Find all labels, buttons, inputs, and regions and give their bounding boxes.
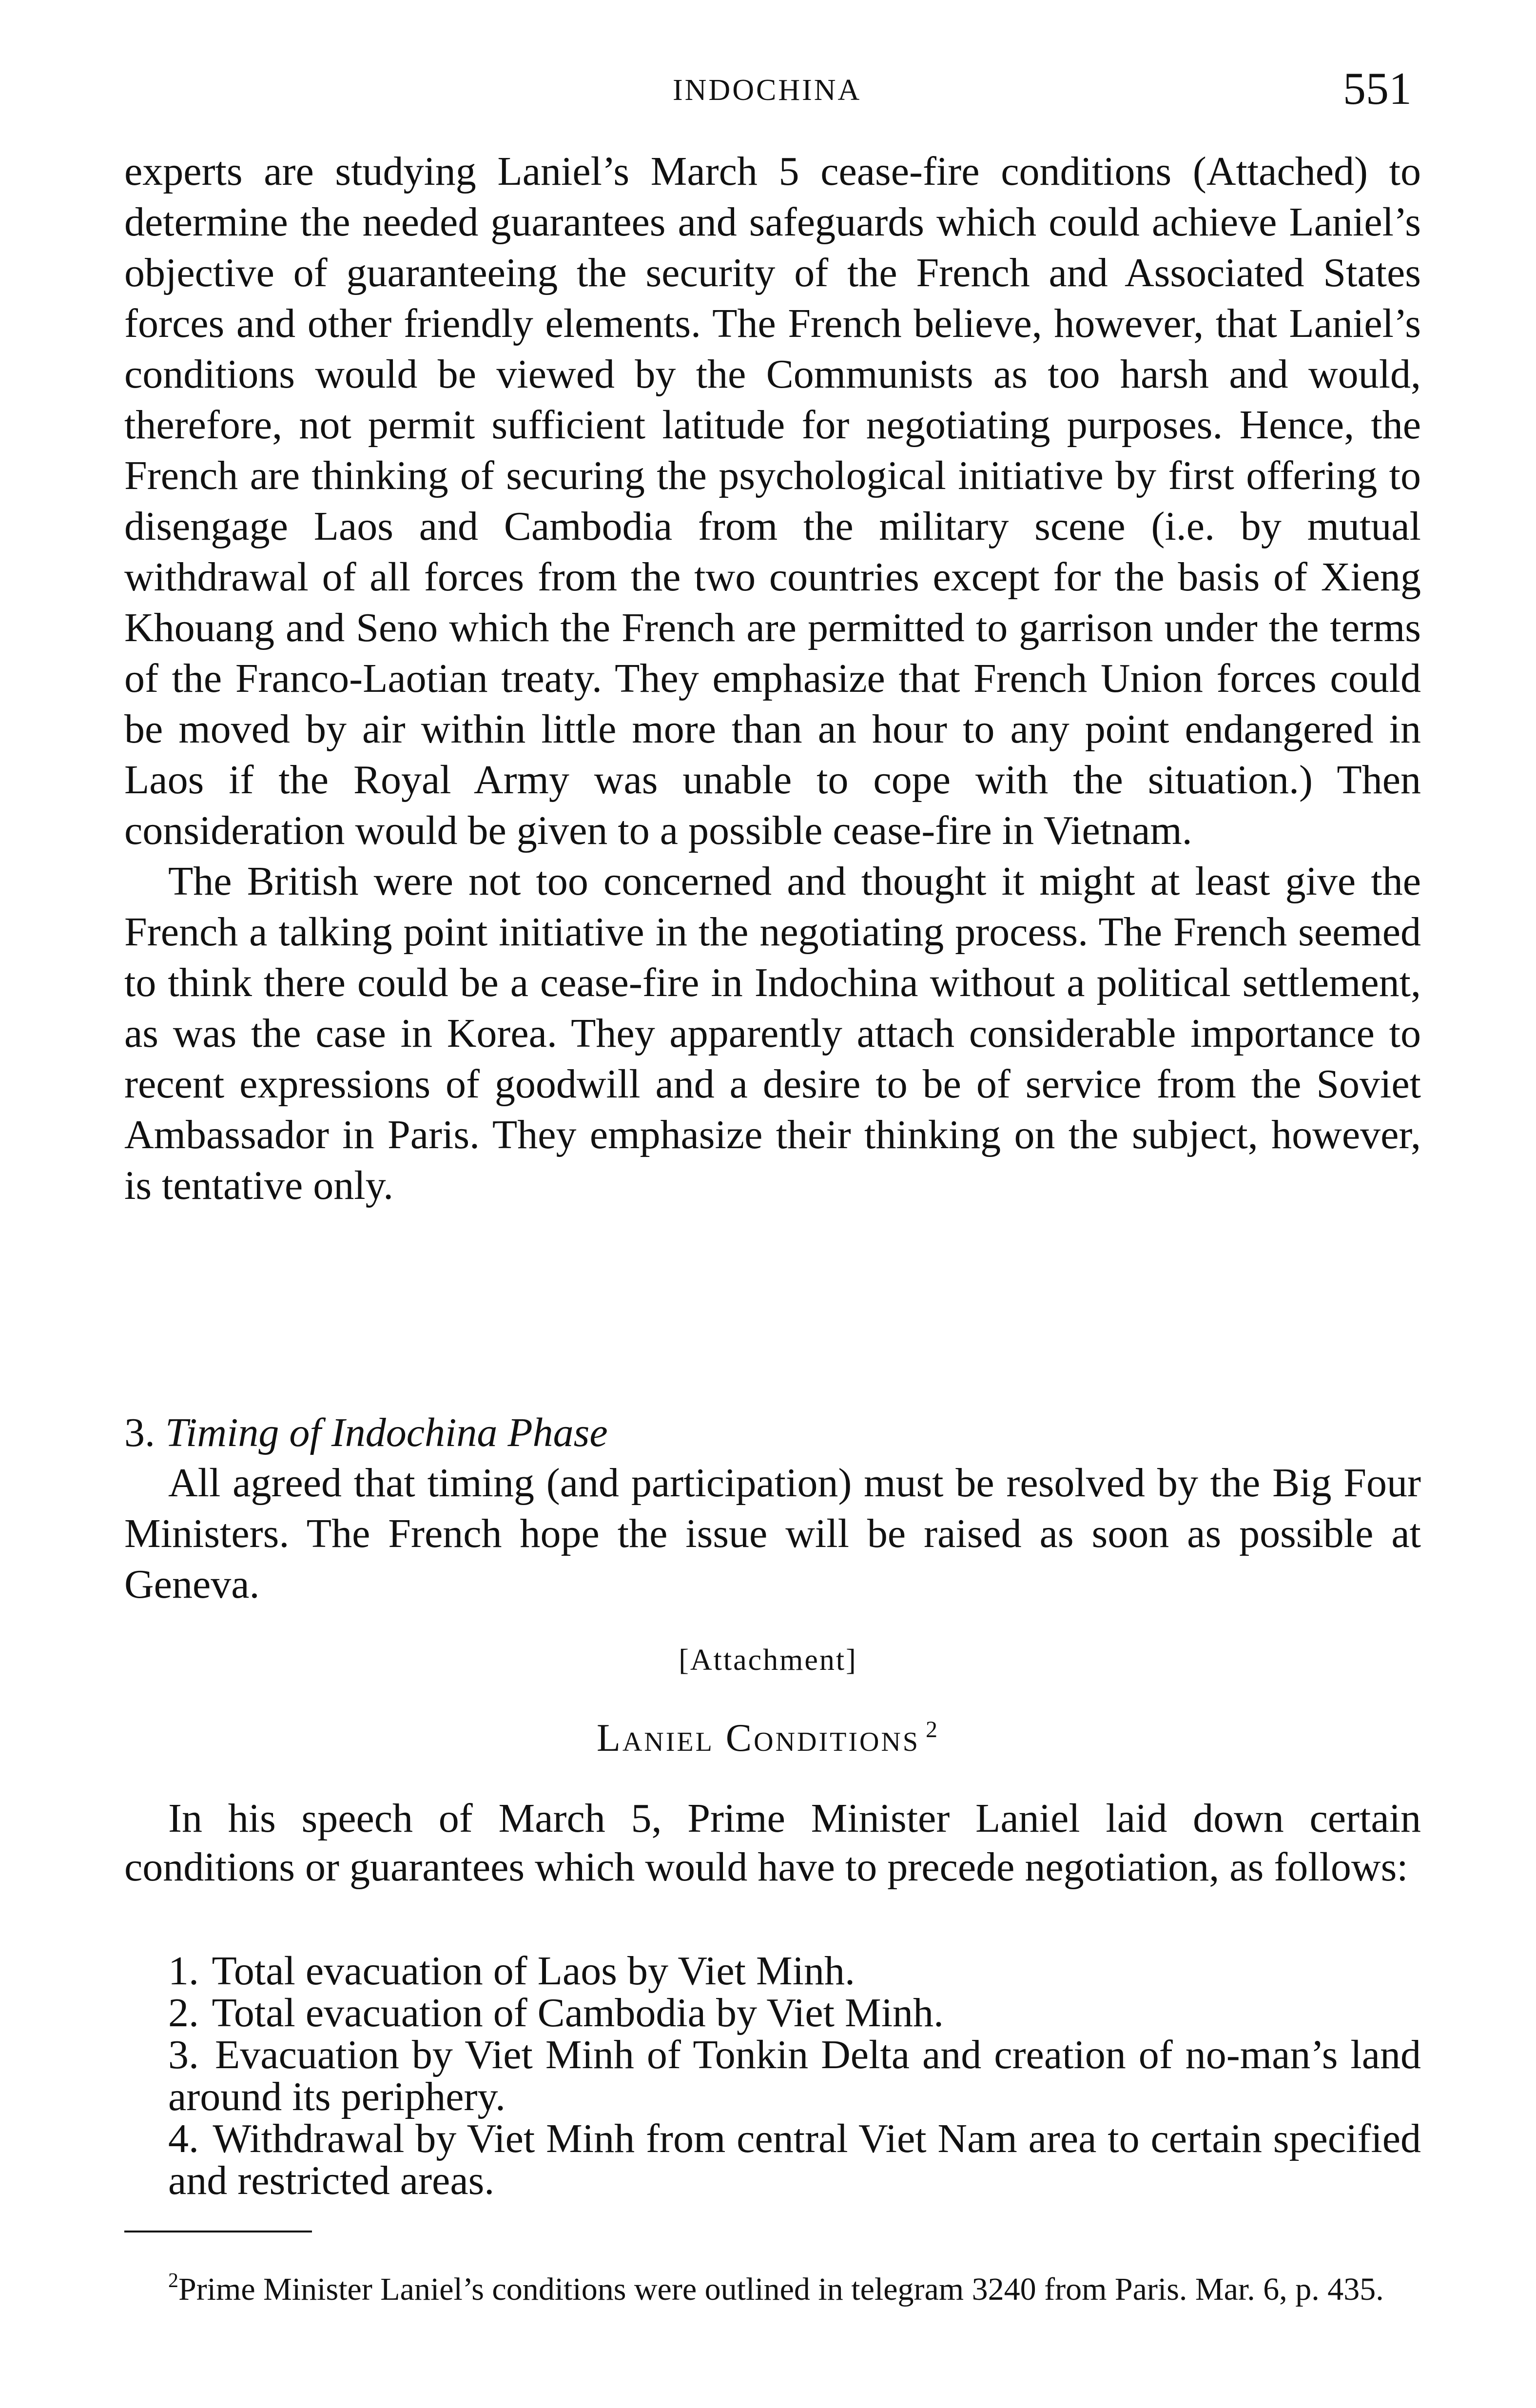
list-item-text: Evacuation by Viet Minh of Tonkin Delta and creation of no-man’s land around its periphery. bbox=[168, 2032, 1421, 2119]
list-item bbox=[124, 1992, 1421, 2034]
conditions-list bbox=[124, 1950, 1421, 2202]
list-item-number: 1. bbox=[168, 1948, 199, 1994]
list-item bbox=[124, 1950, 1421, 1992]
list-item-number: 3. bbox=[168, 2032, 199, 2077]
footnote-reference: 2 bbox=[926, 1717, 940, 1742]
running-title: INDOCHINA bbox=[673, 74, 862, 107]
page-number: 551 bbox=[1343, 63, 1412, 114]
list-item-number: 4. bbox=[168, 2116, 199, 2161]
attachment-intro: In his speech of March 5, Prime Minister Laniel laid down certain conditions or guarantees which would have to precede negotiation, as follows: bbox=[124, 1796, 1421, 1890]
footnote bbox=[124, 2262, 1421, 2308]
section-heading-timing bbox=[124, 1409, 608, 1456]
footnote-divider bbox=[124, 2231, 312, 2232]
paragraph-british: The British were not too concerned and thought it might at least give the French a talking point initiative in the negotiating process. The French seemed to think there could be a cease-fire in Indochina without a political settlement, as was the case in Korea. They apparently attach considerable importance to recent expressions of goodwill and a desire to be of service from the Soviet Ambassador in Paris. They emphasize their thinking on the subject, however, is tentative only. bbox=[124, 859, 1421, 1208]
paragraph-timing: All agreed that timing (and participation) must be resolved by the Big Four Ministers. The French hope the issue will be raised as soon as possible at Geneva. bbox=[124, 1460, 1421, 1607]
list-item bbox=[124, 2034, 1421, 2118]
attachment-title-text: Laniel Conditions bbox=[596, 1717, 920, 1760]
list-item-number: 2. bbox=[168, 1990, 199, 2036]
section-title: Timing of Indochina Phase bbox=[165, 1410, 608, 1455]
paragraph-continued: experts are studying Laniel’s March 5 cease-fire conditions (Attached) to determine the needed guarantees and safeguards which could achieve Laniel’s objective of guaranteeing the security of the French and Associated States forces and other friendly elements. The French believe, however, that Laniel’s conditions would be viewed by the Communists as too harsh and would, therefore, not permit sufficient latitude for negotiating purposes. Hence, the French are thinking of securing the psychological initiative by first offering to disengage Laos and Cambodia from the military scene (i.e. by mutual withdrawal of all forces from the two countries except for the basis of Xieng Khouang and Seno which the French are permitted to garrison under the terms of the Franco-Laotian treaty. They emphasize that French Union forces could be moved by air within little more than an hour to any point endangered in Laos if the Royal Army was unable to cope with the situation.) Then consideration would be given to a possible cease-fire in Vietnam. bbox=[124, 149, 1421, 853]
list-item bbox=[124, 2118, 1421, 2202]
list-item-text: Total evacuation of Laos by Viet Minh. bbox=[212, 1948, 855, 1994]
list-item-text: Withdrawal by Viet Minh from central Viet Nam area to certain specified and restricted areas. bbox=[168, 2116, 1421, 2203]
list-item-text: Total evacuation of Cambodia by Viet Minh. bbox=[212, 1990, 944, 2036]
attachment-title bbox=[0, 1716, 1536, 1761]
body-paragraphs bbox=[124, 146, 1421, 1211]
section-number: 3. bbox=[124, 1410, 155, 1455]
footnote-text: Prime Minister Laniel’s conditions were outlined in telegram 3240 from Paris. Mar. 6, p. 435. bbox=[178, 2271, 1384, 2307]
attachment-label: [Attachment] bbox=[679, 1644, 857, 1677]
footnote-marker: 2 bbox=[168, 2270, 178, 2292]
